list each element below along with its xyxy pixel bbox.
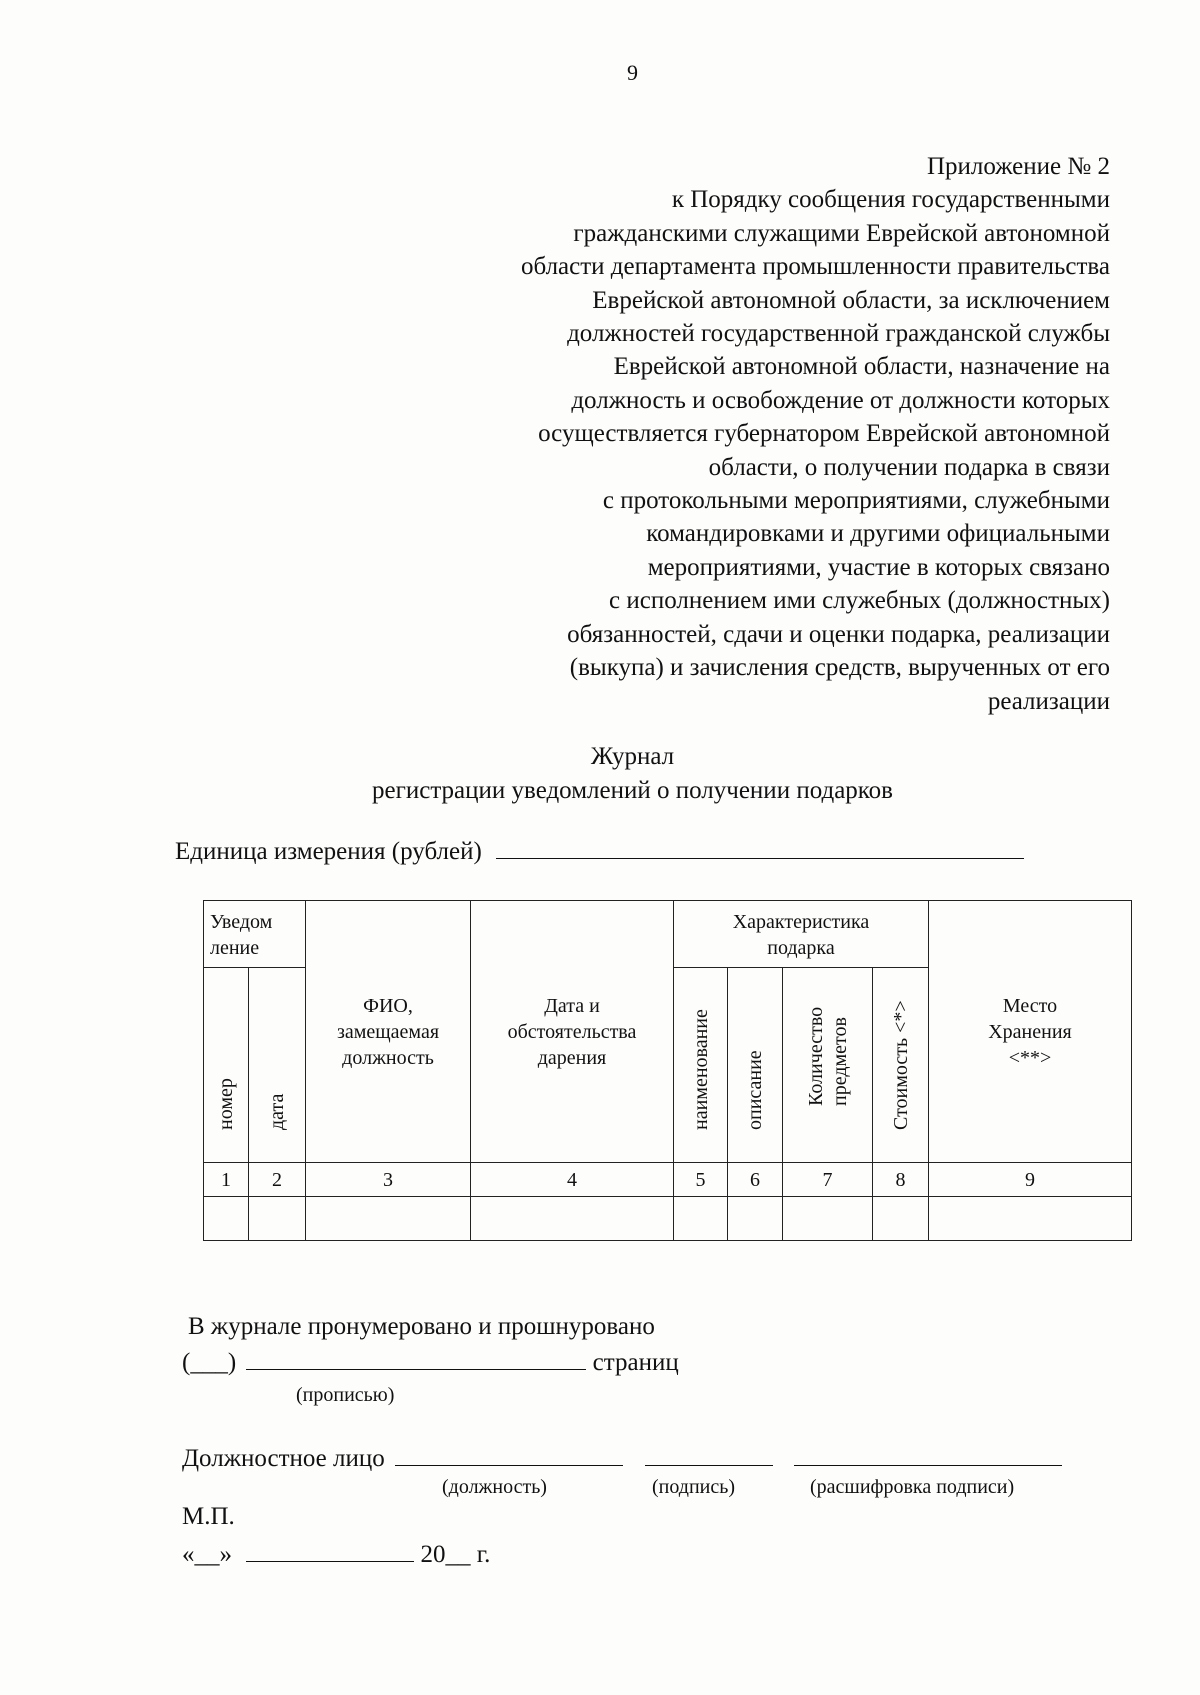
header-notification-text: Уведом ление bbox=[210, 911, 273, 959]
header-date-text: дата bbox=[266, 1093, 288, 1130]
page-number: 9 bbox=[627, 60, 638, 85]
appendix-line: с исполнением ими служебных (должностных) bbox=[609, 587, 1110, 615]
appendix-line: мероприятиями, участие в которых связано bbox=[647, 553, 1110, 581]
empty-cell bbox=[783, 1197, 873, 1241]
official-line bbox=[182, 1442, 1062, 1476]
stamp-label: М.П. bbox=[182, 1503, 235, 1530]
pages-word: страниц bbox=[592, 1349, 679, 1376]
appendix-line: обязанностей, сдачи и оценки подарка, реализации bbox=[567, 620, 1110, 648]
empty-cell bbox=[249, 1197, 306, 1241]
appendix-line: с протокольными мероприятиями, служебными bbox=[602, 487, 1110, 515]
col-number-cell: 9 bbox=[929, 1163, 1132, 1197]
year-text: 20__ г. bbox=[420, 1541, 491, 1568]
appendix-block bbox=[470, 150, 1110, 718]
header-gift-quantity-text: Количество предметов bbox=[804, 1006, 851, 1106]
col-number-cell: 8 bbox=[873, 1163, 929, 1197]
header-gift-name-text: наименование bbox=[689, 1009, 712, 1130]
header-gift-cost-text: Стоимость <*> bbox=[889, 1000, 912, 1130]
date-month-blank-line bbox=[246, 1541, 414, 1562]
empty-cell bbox=[471, 1197, 674, 1241]
appendix-line: к Порядку сообщения государственными bbox=[671, 186, 1110, 214]
appendix-line: осуществляется губернатором Еврейской автономной bbox=[538, 420, 1110, 448]
date-day-blank: «__» bbox=[182, 1541, 232, 1568]
header-date-circumstances bbox=[471, 901, 674, 1163]
date-line bbox=[182, 1538, 490, 1572]
unit-label: Единица измерения (рублей) bbox=[175, 838, 482, 865]
table-row bbox=[204, 1197, 1132, 1241]
decoding-hint: (расшифровка подписи) bbox=[810, 1476, 1015, 1498]
numbered-text: В журнале пронумеровано и прошнуровано bbox=[188, 1313, 655, 1340]
header-number-text: номер bbox=[215, 1078, 237, 1130]
in-words-hint: (прописью) bbox=[296, 1384, 395, 1406]
appendix-title: Приложение № 2 bbox=[926, 153, 1110, 180]
col-number-cell: 4 bbox=[471, 1163, 674, 1197]
unit-blank-line bbox=[496, 838, 1024, 859]
appendix-line: должность и освобождение от должности которых bbox=[571, 386, 1110, 414]
decoding-blank-line bbox=[794, 1445, 1062, 1466]
header-storage-text: Место Хранения <**> bbox=[988, 994, 1072, 1069]
empty-cell bbox=[306, 1197, 471, 1241]
header-gift-name bbox=[674, 968, 728, 1163]
header-gift-quantity bbox=[783, 968, 873, 1163]
header-fio-text: ФИО, замещаемая должность bbox=[336, 994, 440, 1069]
appendix-line: (выкупа) и зачисления средств, вырученных от его bbox=[569, 654, 1110, 682]
header-gift-characteristics bbox=[674, 901, 929, 968]
position-blank-line bbox=[395, 1445, 623, 1466]
header-date-circumstances-text: Дата и обстоятельства дарения bbox=[507, 994, 637, 1069]
header-date bbox=[249, 968, 306, 1163]
empty-cell bbox=[873, 1197, 929, 1241]
appendix-line: Еврейской автономной области, назначение на bbox=[613, 353, 1110, 381]
appendix-line: гражданскими служащими Еврейской автономной bbox=[573, 219, 1110, 247]
header-gift-description bbox=[728, 968, 783, 1163]
header-gift-cost bbox=[873, 968, 929, 1163]
empty-cell bbox=[929, 1197, 1132, 1241]
appendix-line: Еврейской автономной области, за исключением bbox=[592, 286, 1110, 314]
col-number-cell: 6 bbox=[728, 1163, 783, 1197]
signature-blank-line bbox=[645, 1445, 773, 1466]
journal-title: Журнал bbox=[590, 743, 675, 770]
col-number-cell: 2 bbox=[249, 1163, 306, 1197]
journal-table bbox=[203, 900, 1132, 1241]
col-number-cell: 1 bbox=[204, 1163, 249, 1197]
pages-blank-line bbox=[246, 1349, 586, 1370]
column-number-row bbox=[204, 1163, 1132, 1197]
pages-line bbox=[182, 1346, 679, 1380]
journal-heading bbox=[0, 740, 1200, 808]
journal-subtitle: регистрации уведомлений о получении подарков bbox=[372, 777, 893, 804]
appendix-line: командировками и другими официальными bbox=[646, 520, 1110, 548]
header-storage bbox=[929, 901, 1132, 1163]
header-fio bbox=[306, 901, 471, 1163]
empty-cell bbox=[674, 1197, 728, 1241]
appendix-line: области департамента промышленности правительства bbox=[520, 253, 1110, 281]
appendix-line: области, о получении подарка в связи bbox=[708, 453, 1110, 481]
col-number-cell: 3 bbox=[306, 1163, 471, 1197]
appendix-line: должностей государственной гражданской службы bbox=[567, 320, 1110, 348]
official-label: Должностное лицо bbox=[182, 1445, 385, 1472]
col-number-cell: 7 bbox=[783, 1163, 873, 1197]
signature-hint: (подпись) bbox=[652, 1476, 736, 1498]
empty-cell bbox=[204, 1197, 249, 1241]
header-number bbox=[204, 968, 249, 1163]
header-gift-description-text: описание bbox=[744, 1050, 766, 1130]
header-gift-text: Характеристика подарка bbox=[732, 911, 870, 959]
unit-line bbox=[175, 838, 1024, 866]
paren-blank: (___) bbox=[182, 1349, 237, 1376]
col-number-cell: 5 bbox=[674, 1163, 728, 1197]
appendix-line: реализации bbox=[987, 687, 1110, 715]
header-notification bbox=[204, 901, 306, 968]
position-hint: (должность) bbox=[442, 1476, 547, 1498]
empty-cell bbox=[728, 1197, 783, 1241]
